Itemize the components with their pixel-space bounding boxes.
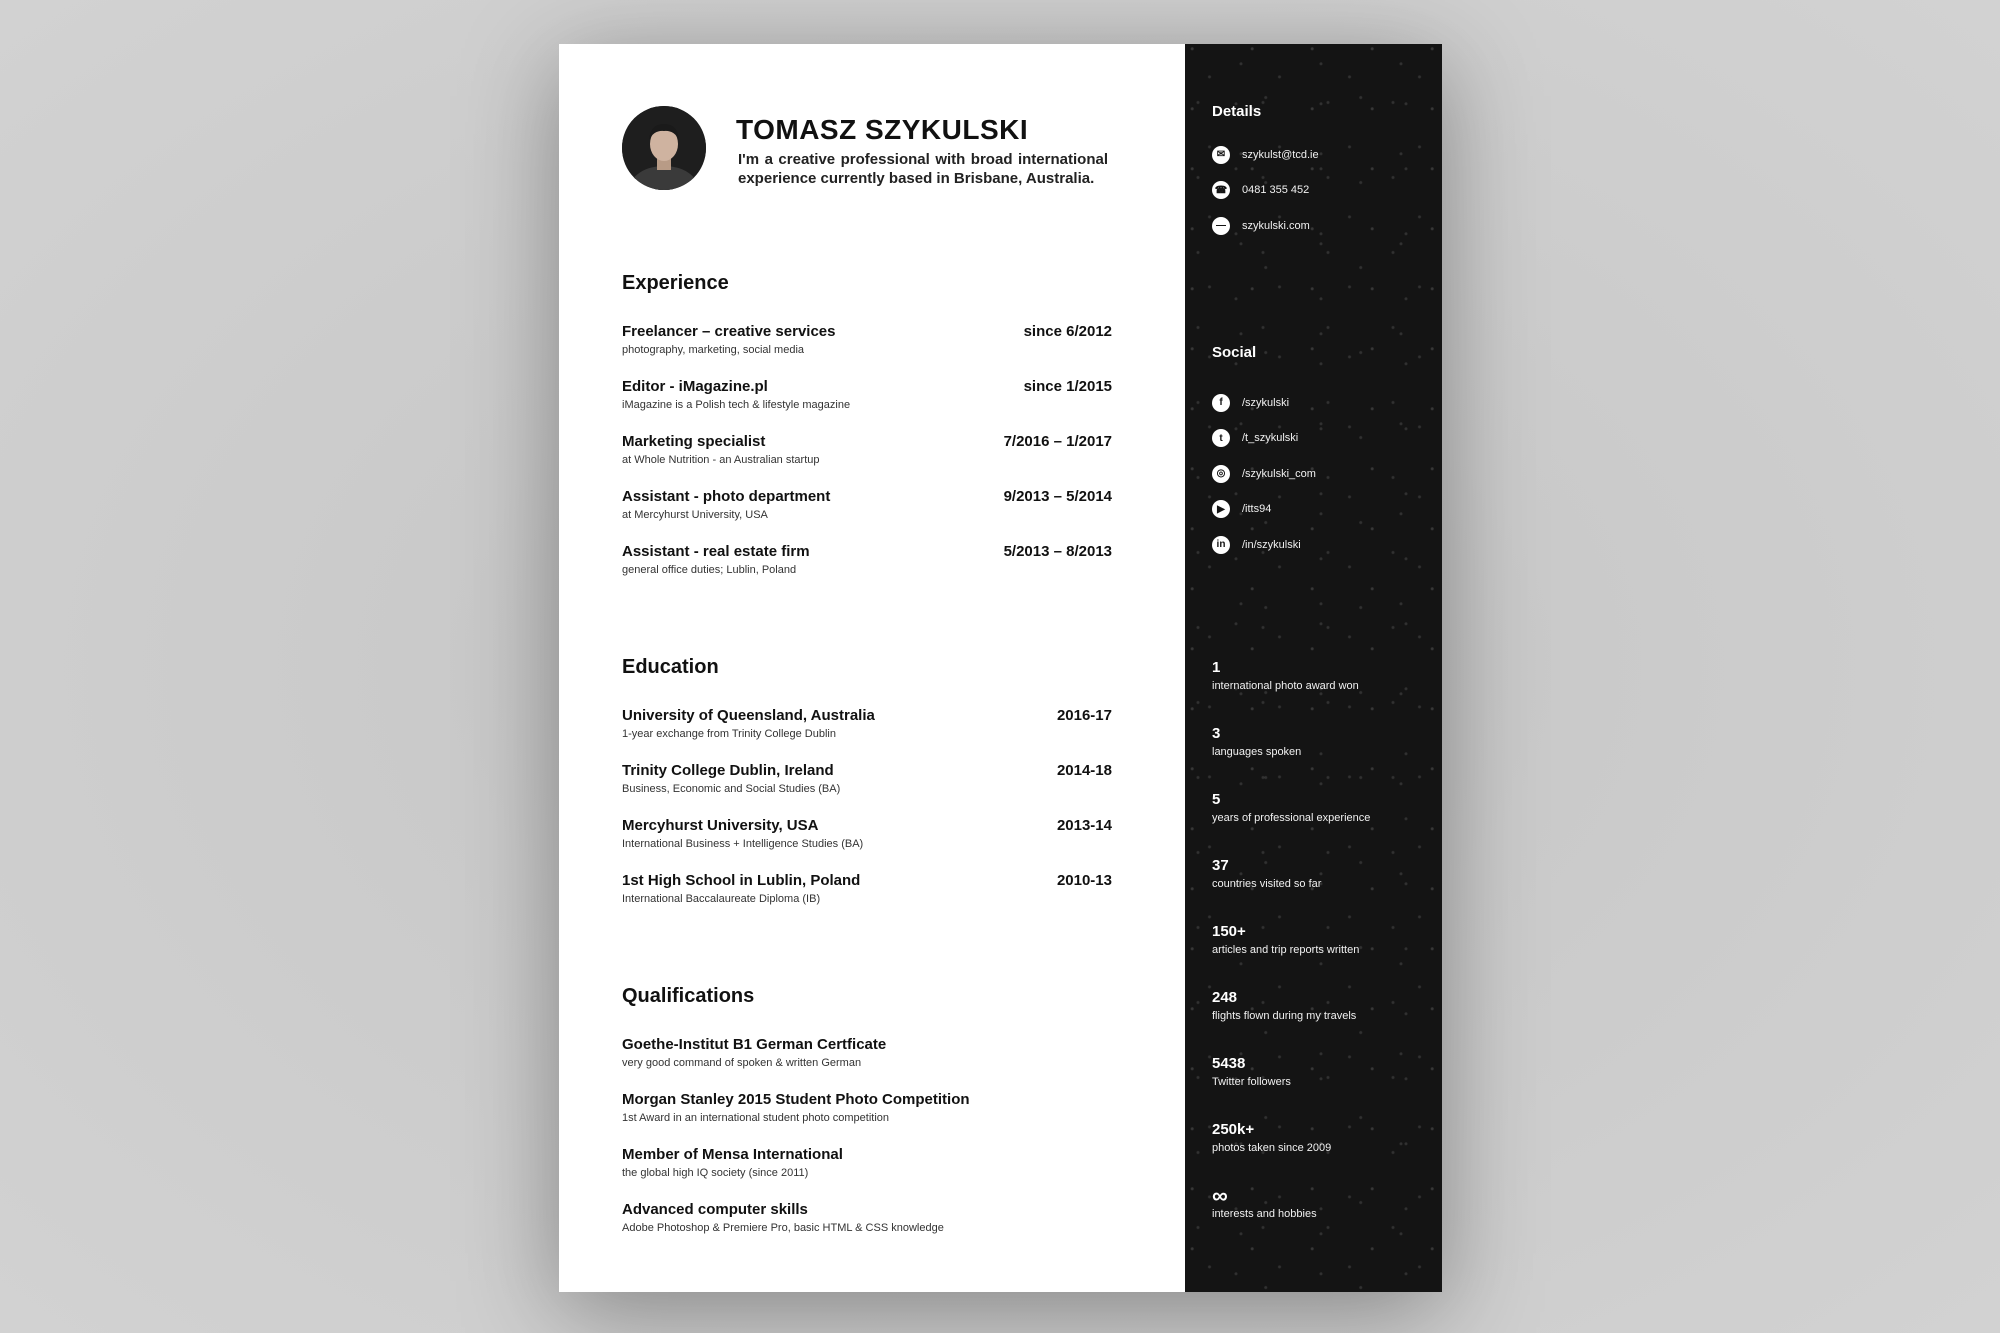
entry-date: 2013-14 xyxy=(1056,817,1112,834)
entry-subtitle: general office duties; Lublin, Poland xyxy=(622,564,797,576)
avatar xyxy=(622,106,706,190)
entry-title: Advanced computer skills xyxy=(622,1201,808,1218)
stat-item xyxy=(1212,856,1422,922)
stat-label: Twitter followers xyxy=(1212,1076,1291,1088)
entry-subtitle: 1st Award in an international student photo competition xyxy=(622,1112,890,1124)
education-entry xyxy=(622,817,1112,872)
resume-sheet xyxy=(559,44,1442,1292)
entry-title: Goethe-Institut B1 German Certficate xyxy=(622,1036,887,1053)
stat-item xyxy=(1212,922,1422,988)
entry-subtitle: the global high IQ society (since 2011) xyxy=(622,1167,809,1179)
section-heading: Qualifications xyxy=(622,985,755,1007)
social-handle: /szykulski_com xyxy=(1242,467,1316,480)
entry-date: 2016-17 xyxy=(1056,707,1112,724)
social-section xyxy=(1212,344,1422,563)
education-entry xyxy=(622,762,1112,817)
experience-entry xyxy=(622,433,1112,488)
stat-item xyxy=(1212,988,1422,1054)
entry-date: 5/2013 – 8/2013 xyxy=(1003,543,1112,560)
linkedin-icon: in xyxy=(1212,536,1230,554)
stat-number: 5438 xyxy=(1212,1055,1246,1072)
entry-title: 1st High School in Lublin, Poland xyxy=(622,872,861,889)
sidebar-heading: Details xyxy=(1212,103,1262,120)
qualification-entry xyxy=(622,1146,1112,1201)
entry-subtitle: at Mercyhurst University, USA xyxy=(622,509,768,521)
social-instagram[interactable] xyxy=(1212,456,1422,492)
entry-date: since 1/2015 xyxy=(1023,378,1112,395)
education-entry xyxy=(622,872,1112,927)
entry-date: 9/2013 – 5/2014 xyxy=(1003,488,1112,505)
experience-entry xyxy=(622,543,1112,598)
social-handle: /szykulski xyxy=(1242,396,1290,409)
resume-main-column xyxy=(559,44,1185,1292)
twitter-icon: t xyxy=(1212,429,1230,447)
qualification-entry xyxy=(622,1036,1112,1091)
stat-number: 3 xyxy=(1212,725,1221,742)
entry-title: Morgan Stanley 2015 Student Photo Competition xyxy=(622,1091,970,1108)
stat-item xyxy=(1212,658,1422,724)
experience-entry xyxy=(622,488,1112,543)
resume-sidebar xyxy=(1185,44,1442,1292)
education-entry xyxy=(622,707,1112,762)
section-heading: Experience xyxy=(622,272,729,294)
youtube-icon: ▶ xyxy=(1212,500,1230,518)
stat-number: 5 xyxy=(1212,791,1221,808)
stat-item xyxy=(1212,790,1422,856)
infinity-icon: ∞ xyxy=(1212,1183,1228,1208)
stats-section xyxy=(1212,658,1422,1252)
experience-entry xyxy=(622,378,1112,433)
entry-date: 2010-13 xyxy=(1056,872,1112,889)
stat-item xyxy=(1212,724,1422,790)
stat-number: 248 xyxy=(1212,989,1238,1006)
social-youtube[interactable] xyxy=(1212,492,1422,528)
stat-item xyxy=(1212,1183,1422,1252)
stat-number: 37 xyxy=(1212,857,1229,874)
stat-number: 250k+ xyxy=(1212,1121,1255,1138)
social-twitter[interactable] xyxy=(1212,421,1422,457)
entry-date: 7/2016 – 1/2017 xyxy=(1003,433,1112,450)
stat-label: interests and hobbies xyxy=(1212,1208,1317,1220)
entry-subtitle: International Business + Intelligence Studies (BA) xyxy=(622,838,864,850)
entry-date: 2014-18 xyxy=(1056,762,1112,779)
entry-title: Member of Mensa International xyxy=(622,1146,843,1163)
facebook-icon: f xyxy=(1212,394,1230,412)
resume-header xyxy=(622,106,1122,196)
instagram-icon: ◎ xyxy=(1212,465,1230,483)
social-handle: /in/szykulski xyxy=(1242,538,1301,551)
entry-subtitle: Adobe Photoshop & Premiere Pro, basic HTML & CSS knowledge xyxy=(622,1222,944,1234)
entry-date: since 6/2012 xyxy=(1023,323,1112,340)
entry-title: Trinity College Dublin, Ireland xyxy=(622,762,834,779)
entry-title: Assistant - real estate firm xyxy=(622,543,810,560)
contact-email[interactable] xyxy=(1212,137,1422,173)
entry-subtitle: very good command of spoken & written German xyxy=(622,1057,862,1069)
stat-label: photos taken since 2009 xyxy=(1212,1142,1332,1154)
stat-label: languages spoken xyxy=(1212,746,1302,758)
social-linkedin[interactable] xyxy=(1212,527,1422,563)
stat-number: 150+ xyxy=(1212,923,1246,940)
person-name: TOMASZ SZYKULSKI xyxy=(736,114,1029,145)
entry-subtitle: at Whole Nutrition - an Australian startup xyxy=(622,454,820,466)
entry-subtitle: Business, Economic and Social Studies (BA) xyxy=(622,783,841,795)
phone-icon: ☎ xyxy=(1212,181,1230,199)
stat-item xyxy=(1212,1054,1422,1120)
entry-title: Mercyhurst University, USA xyxy=(622,817,819,834)
social-handle: /itts94 xyxy=(1242,503,1272,516)
entry-title: Freelancer – creative services xyxy=(622,323,836,340)
web-icon: — xyxy=(1212,217,1230,235)
stat-label: articles and trip reports written xyxy=(1212,944,1360,956)
social-handle: /t_szykulski xyxy=(1242,432,1299,445)
qualification-entry xyxy=(622,1091,1112,1146)
entry-title: University of Queensland, Australia xyxy=(622,707,875,724)
experience-entry xyxy=(622,323,1112,378)
contact-text: szykulst@tcd.ie xyxy=(1242,148,1319,161)
experience-section xyxy=(622,272,1112,598)
details-section xyxy=(1212,103,1422,244)
entry-subtitle: International Baccalaureate Diploma (IB) xyxy=(622,893,821,905)
sidebar-heading: Social xyxy=(1212,344,1257,361)
stat-label: international photo award won xyxy=(1212,680,1359,692)
contact-text: szykulski.com xyxy=(1242,219,1310,232)
entry-subtitle: iMagazine is a Polish tech & lifestyle magazine xyxy=(622,399,851,411)
stat-item xyxy=(1212,1120,1422,1186)
stat-label: flights flown during my travels xyxy=(1212,1010,1357,1022)
stat-label: years of professional experience xyxy=(1212,812,1371,824)
mail-icon: ✉ xyxy=(1212,146,1230,164)
qualifications-section xyxy=(622,985,1112,1256)
entry-title: Editor - iMagazine.pl xyxy=(622,378,768,395)
stat-label: countries visited so far xyxy=(1212,878,1322,890)
education-section xyxy=(622,656,1112,927)
qualification-entry xyxy=(622,1201,1112,1256)
stat-number: 1 xyxy=(1212,659,1221,676)
section-heading: Education xyxy=(622,656,719,678)
entry-title: Marketing specialist xyxy=(622,433,766,450)
social-facebook[interactable] xyxy=(1212,385,1422,421)
contact-website[interactable] xyxy=(1212,208,1422,244)
entry-subtitle: 1-year exchange from Trinity College Dublin xyxy=(622,728,836,740)
tagline: I'm a creative professional with broad international experience currently based in Brisbane, Australia. xyxy=(738,151,1108,187)
entry-subtitle: photography, marketing, social media xyxy=(622,344,805,356)
entry-title: Assistant - photo department xyxy=(622,488,831,505)
contact-phone[interactable] xyxy=(1212,173,1422,209)
contact-text: 0481 355 452 xyxy=(1242,184,1310,197)
